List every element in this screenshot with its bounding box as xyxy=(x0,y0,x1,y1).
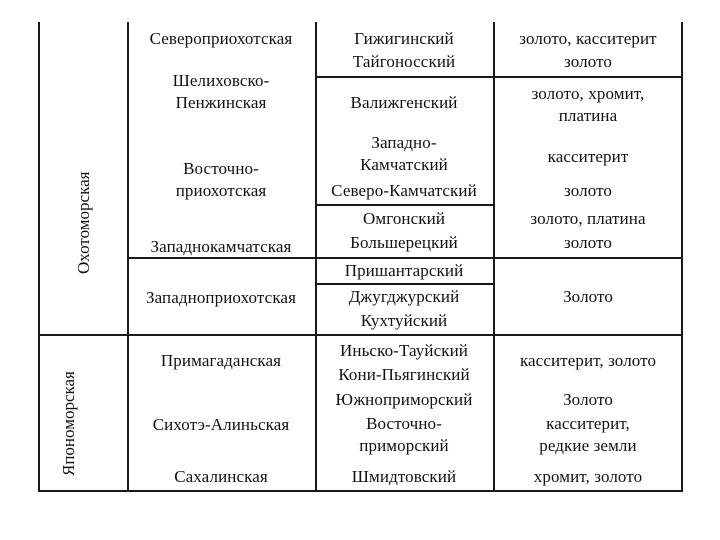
district-cell: Иньско-Тауйский xyxy=(340,341,468,360)
district-cell: Шмидтовский xyxy=(351,467,457,486)
mineral-cell: золото, хромит, платина xyxy=(531,84,645,125)
district-cell: Южноприморский xyxy=(335,390,473,409)
district-cell: Пришантарский xyxy=(344,261,464,280)
table-border-bottom xyxy=(38,490,683,492)
province-cell: Западнокамчатская xyxy=(150,237,292,256)
district-cell: Тайгоносский xyxy=(352,52,456,71)
province-cell: Сихотэ-Алиньская xyxy=(152,415,290,434)
mineral-cell: золото, платина xyxy=(530,209,646,228)
row-divider xyxy=(317,283,493,285)
mineral-cell: касситерит, золото xyxy=(519,351,657,370)
province-cell: Восточно-приохотская xyxy=(175,159,267,200)
mineral-cell: золото xyxy=(564,52,612,71)
district-cell: Валижгенский xyxy=(350,93,458,112)
district-cell: Омгонский xyxy=(362,209,446,228)
district-cell: Восточно-приморский xyxy=(359,414,449,455)
province-cell: Сахалинская xyxy=(174,467,268,486)
district-cell: Западно-Камчатский xyxy=(360,133,448,174)
province-cell: Примагаданская xyxy=(160,351,282,370)
mineral-cell: золото xyxy=(564,181,612,200)
province-cell: Шелиховско-Пенжинская xyxy=(172,71,270,112)
district-cell: Северо-Камчатский xyxy=(331,181,477,200)
mineral-cell: золото, касситерит xyxy=(519,29,657,48)
zone-label-okhotsk: Охотоморская xyxy=(74,171,93,274)
mineral-cell: касситерит xyxy=(547,147,629,166)
district-cell: Кухтуйский xyxy=(360,311,448,330)
mineral-cell: Золото xyxy=(563,287,613,306)
mineral-cell: Золото xyxy=(563,390,613,409)
row-divider xyxy=(317,204,493,206)
mineral-cell: золото xyxy=(564,233,612,252)
zone-divider xyxy=(38,334,682,336)
table-border-left xyxy=(38,22,40,491)
district-cell: Большерецкий xyxy=(350,233,458,252)
province-cell: Западноприохотская xyxy=(146,288,296,307)
zone-label-japan: Япономорская xyxy=(59,371,78,476)
province-cell: Североприохотская xyxy=(149,29,293,48)
district-cell: Кони-Пьягинский xyxy=(338,365,470,384)
mineral-cell: хромит, золото xyxy=(533,467,643,486)
district-cell: Джугджурский xyxy=(348,287,460,306)
district-cell: Гижигинский xyxy=(354,29,454,48)
row-divider xyxy=(317,76,682,78)
mineral-cell: касситерит, редкие земли xyxy=(539,414,637,455)
